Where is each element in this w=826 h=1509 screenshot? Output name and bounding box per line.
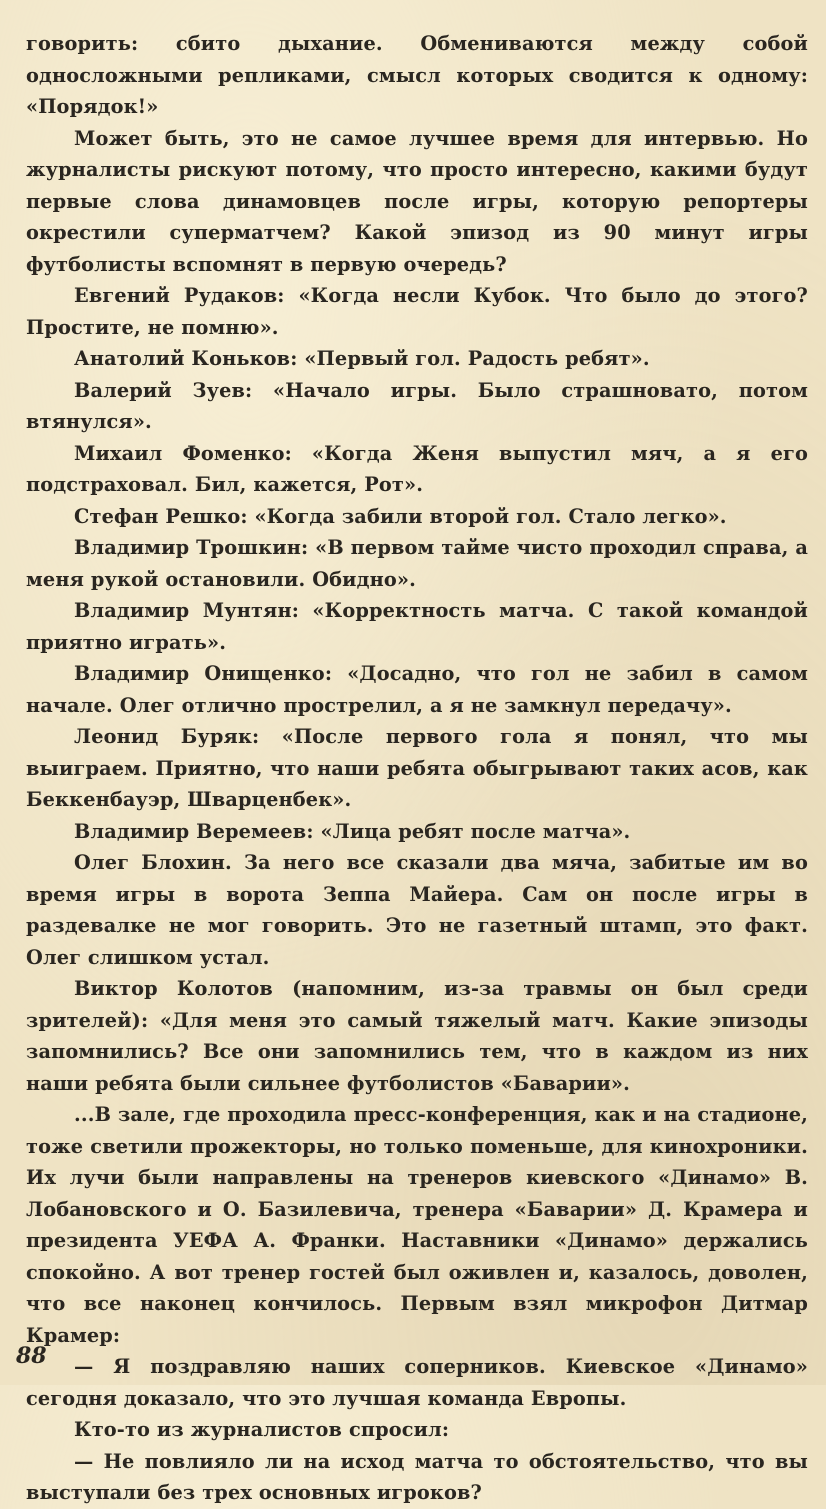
paragraph: Владимир Веремеев: «Лица ребят после матча». — [74, 819, 631, 843]
paragraph: — Я поздравляю наших соперников. Киевское «Динамо» сегодня доказало, что это лучшая команда Европы. — [26, 1355, 808, 1410]
paragraph: Может быть, это не самое лучшее время для интервью. Но журналисты рискуют потому, что просто интересно, какими будут первые слова динамовцев после игры, которую репортеры окрестили суперматчем? Какой эпизод из 90 минут игры футболисты вспомнят в первую очередь? — [26, 126, 808, 276]
body-text — [26, 28, 808, 1509]
paragraph: Кто-то из журналистов спросил: — [74, 1418, 450, 1441]
paragraph: ...В зале, где проходила пресс-конференция, как и на стадионе, тоже светили прожекторы, но только поменьше, для кинохроники. Их лучи были направлены на тренеров киевского «Динамо» В. Лобановского и О. Базилевича, тренера «Баварии» Д. Крамера и президента УЕФА А. Франки. Наставники «Динамо» держались спокойно. А вот тренер гостей был оживлен и, казалось, доволен, что все наконец кончилось. Первым взял микрофон Дитмар Крамер: — [26, 1103, 808, 1347]
paragraph: Валерий Зуев: «Начало игры. Было страшновато, потом втянулся». — [26, 378, 808, 433]
paragraph: Олег Блохин. За него все сказали два мяча, забитые им во время игры в ворота Зеппа Майера. Сам он после игры в раздевалке не мог говорить. Это не газетный штамп, это факт. Олег слишком устал. — [26, 851, 808, 969]
paragraph: Михаил Фоменко: «Когда Женя выпустил мяч, а я его подстраховал. Бил, кажется, Рот». — [26, 441, 808, 496]
paragraph-continued: говорить: сбито дыхание. Обмениваются между собой односложными репликами, смысл которых сводится к одному: «Порядок!» — [26, 32, 808, 118]
paragraph: — Не повлияло ли на исход матча то обстоятельство, что вы выступали без трех основных игроков? — [26, 1449, 808, 1504]
paragraph: Евгений Рудаков: «Когда несли Кубок. Что было до этого? Простите, не помню». — [26, 284, 808, 339]
paragraph: Анатолий Коньков: «Первый гол. Радость ребят». — [74, 347, 650, 370]
paragraph: Владимир Мунтян: «Корректность матча. С такой командой приятно играть». — [26, 599, 808, 654]
paragraph: Владимир Трошкин: «В первом тайме чисто проходил справа, а меня рукой остановили. Обидно». — [26, 536, 808, 591]
paragraph: Владимир Онищенко: «Досадно, что гол не забил в самом начале. Олег отлично прострелил, а я не замкнул передачу». — [26, 662, 808, 717]
paragraph: Стефан Решко: «Когда забили второй гол. Стало легко». — [74, 504, 727, 528]
paragraph: Виктор Колотов (напомним, из-за травмы он был среди зрителей): «Для меня это самый тяжелый матч. Какие эпизоды запомнились? Все они запомнились тем, что в каждом из них наши ребята были сильнее футболистов «Баварии». — [26, 977, 808, 1095]
paragraph: Леонид Буряк: «После первого гола я понял, что мы выиграем. Приятно, что наши ребята обыгрывают таких асов, как Беккенбауэр, Шварценбек». — [26, 725, 808, 811]
page-number: 88 — [16, 1343, 47, 1369]
